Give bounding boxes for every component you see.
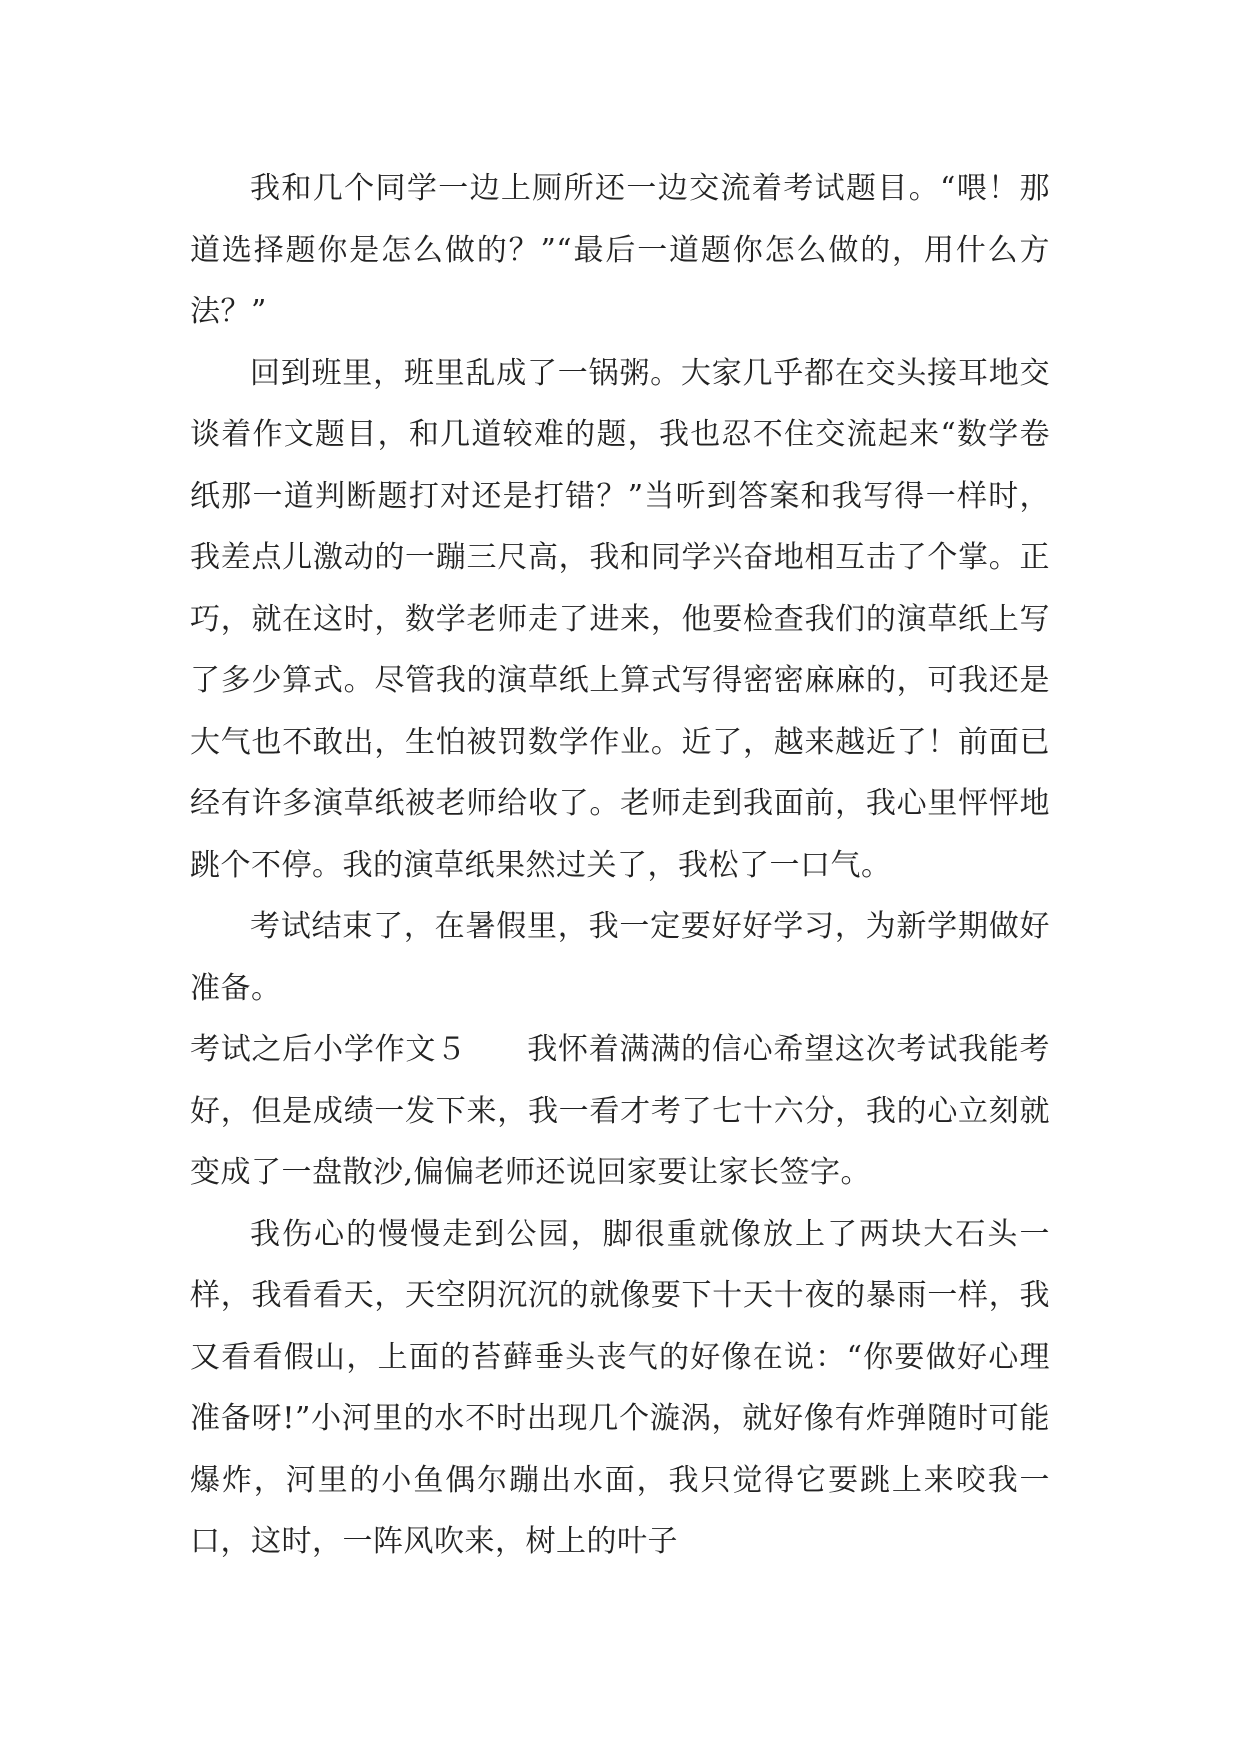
section-title: 考试之后小学作文５ bbox=[190, 1032, 467, 1067]
paragraph-3: 考试结束了，在暑假里，我一定要好好学习，为新学期做好准备。 bbox=[190, 909, 1050, 1006]
paragraph-1: 我和几个同学一边上厕所还一边交流着考试题目。“喂！那道选择题你是怎么做的？”“最后一道题你怎么做的，用什么方法？” bbox=[190, 171, 1050, 329]
paragraph-2: 回到班里，班里乱成了一锅粥。大家几乎都在交头接耳地交谈着作文题目，和几道较难的题，我也忍不住交流起来“数学卷纸那一道判断题打对还是打错？”当听到答案和我写得一样时，我差点儿激动的一蹦三尺高，我和同学兴奋地相互击了个掌。正巧，就在这时，数学老师走了进来，他要检查我们的演草纸上写了多少算式。尽管我的演草纸上算式写得密密麻麻的，可我还是大气也不敢出，生怕被罚数学作业。近了，越来越近了！前面已经有许多演草纸被老师给收了。老师走到我面前，我心里怦怦地跳个不停。我的演草纸果然过关了，我松了一口气。 bbox=[190, 355, 1050, 883]
document-body bbox=[190, 158, 1050, 1573]
section-start bbox=[190, 1019, 1050, 1204]
paragraph-4: 我伤心的慢慢走到公园，脚很重就像放上了两块大石头一样，我看看天，天空阴沉沉的就像要下十天十夜的暴雨一样，我又看看假山，上面的苔藓垂头丧气的好像在说：“你要做好心理准备呀!”小河里的水不时出现几个漩涡，就好像有炸弹随时可能爆炸，河里的小鱼偶尔蹦出水面，我只觉得它要跳上来咬我一口，这时，一阵风吹来，树上的叶子 bbox=[190, 1216, 1050, 1559]
section-first-text: 我怀着满满的信心希望这次考试我能考好，但是成绩一发下来，我一看才考了七十六分，我的心立刻就变成了一盘散沙,偏偏老师还说回家要让家长签字。 bbox=[190, 1032, 1051, 1190]
